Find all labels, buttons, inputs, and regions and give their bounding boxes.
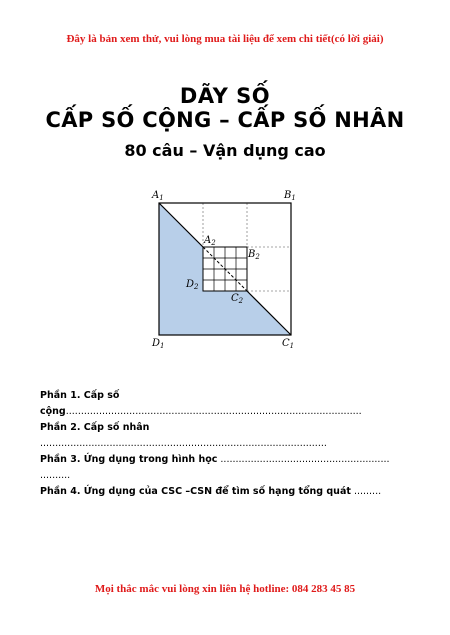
label-c2: $C_2$ [231,293,244,305]
document-subtitle: 80 câu – Vận dụng cao [124,141,326,160]
geometry-figure [148,186,308,356]
label-d1: $D_1$ [152,338,165,350]
table-of-contents [40,388,400,500]
label-b2: $B_2$ [248,249,260,261]
hotline-notice: Mọi thắc mắc vui lòng xin liên hệ hotline: 084 283 45 85 [94,583,356,595]
preview-notice: Đây là bản xem thử, vui lòng mua tài liệu để xem chi tiết(có lời giải) [66,33,384,45]
toc-part2-title: Phần 2. Cấp số nhân [40,422,150,433]
document-title: DÃY SỐ [179,84,271,108]
toc-part3-leader-cont: .......... [40,470,71,481]
toc-part4-title: Phần 4. Ứng dụng của CSC –CSN để tìm số hạng tổng quát [40,486,351,497]
toc-part1-title-cont: cộng [40,406,66,417]
toc-part3-leader: ........................................................ [220,454,390,465]
label-d2: $D_2$ [186,279,199,291]
label-c1: $C_1$ [282,338,295,350]
toc-part1-leader: .................................................................................................. [65,406,362,417]
toc-part4-leader: ......... [353,486,382,497]
document-title-line2: CẤP SỐ CỘNG – CẤP SỐ NHÂN [45,108,405,132]
label-b1: $B_1$ [284,190,296,202]
label-a2: $A_2$ [204,235,216,247]
label-a1: $A_1$ [152,190,164,202]
toc-part3-title: Phần 3. Ứng dụng trong hình học [40,454,218,465]
toc-part1-title: Phần 1. Cấp số [40,390,120,401]
toc-part2-leader: ............................................................................................... [40,438,327,449]
